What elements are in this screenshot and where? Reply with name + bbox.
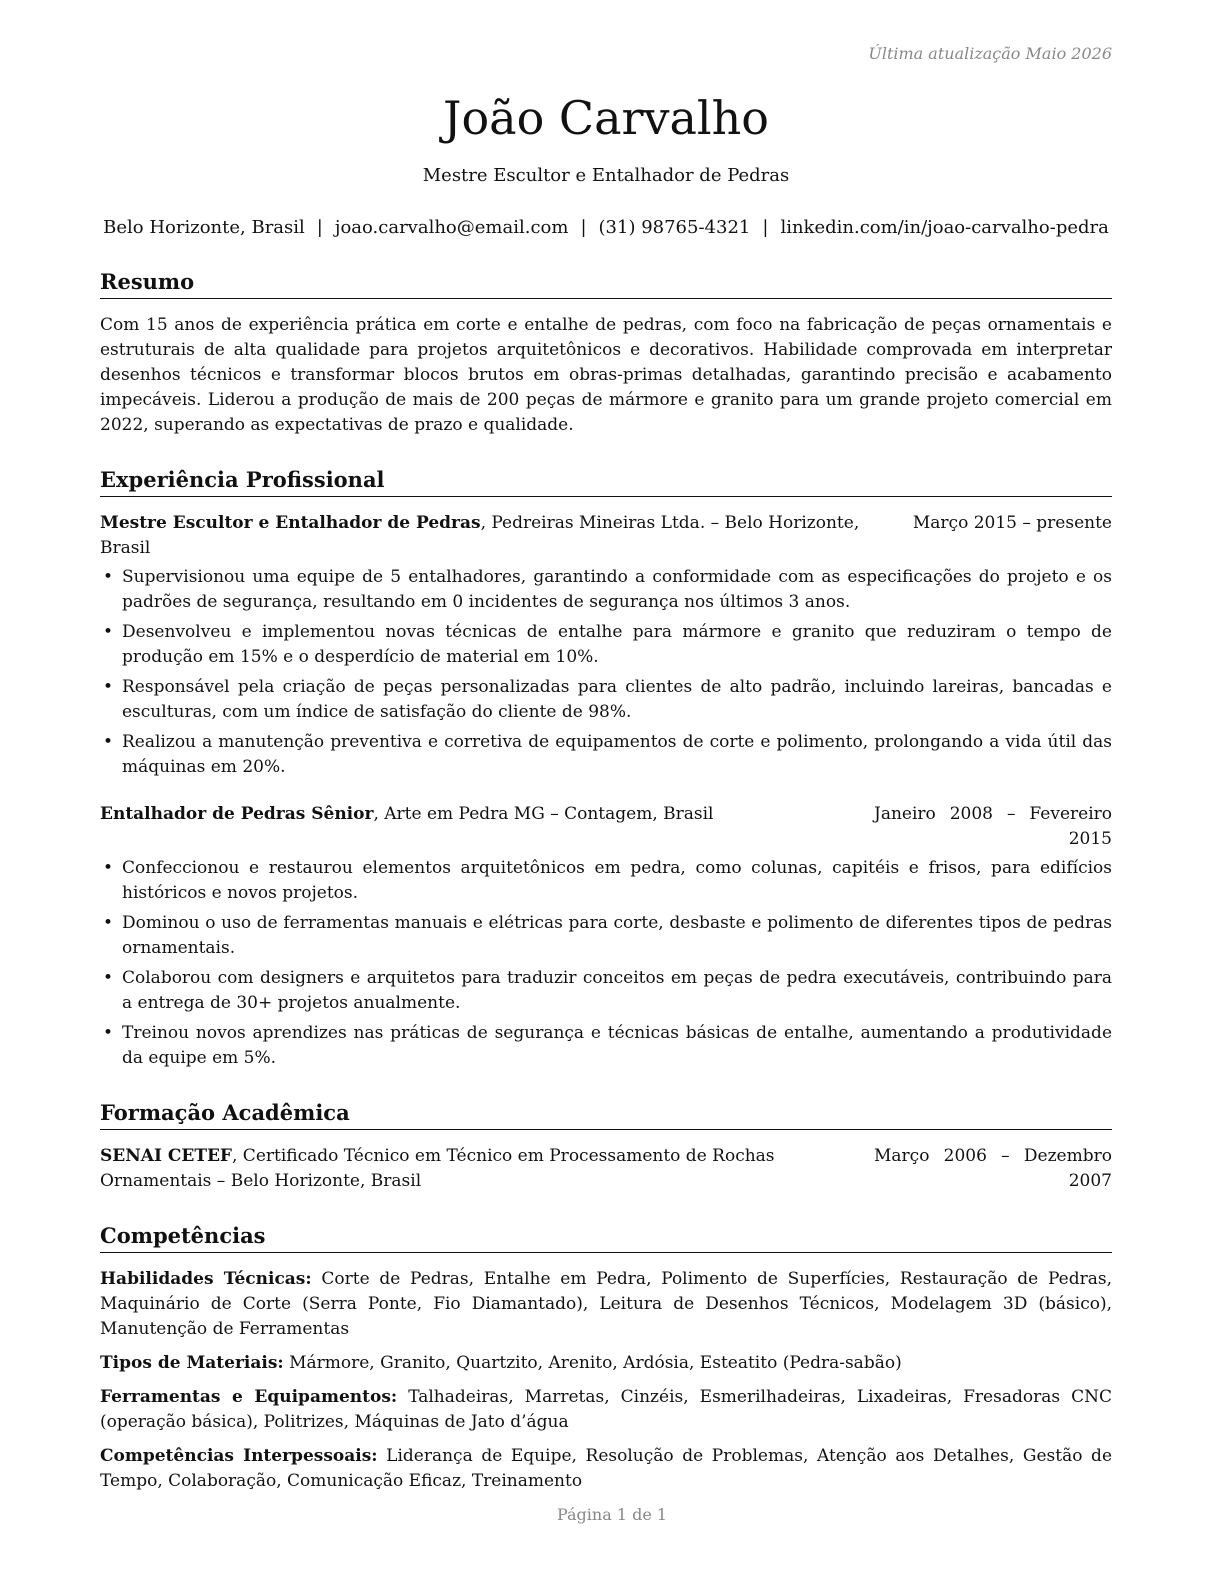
skill-text: Liderança de Equipe, Resolução de Problemas, Atenção aos Detalhes, Gestão de Tempo, Colaboração, Comunicação Eficaz, Treinamento	[100, 1446, 1113, 1491]
job-header	[100, 802, 1112, 852]
list-item: • Responsável pela criação de peças personalizadas para clientes de alto padrão, incluindo lareiras, bancadas e esculturas, com um índice de satisfação do cliente de 98%.	[100, 675, 1112, 725]
contact-separator: |	[762, 217, 769, 238]
contact-linkedin[interactable]: linkedin.com/in/joao-carvalho-pedra	[780, 217, 1109, 238]
job-title-line	[100, 511, 913, 561]
skill-label: Competências Interpessoais:	[100, 1446, 378, 1466]
job-entry	[100, 511, 1112, 780]
education-dates: Março 2006 – Dezembro 2007	[874, 1146, 1112, 1191]
education-entry	[100, 1144, 1112, 1194]
list-item: • Supervisionou uma equipe de 5 entalhadores, garantindo a conformidade com as especificações do projeto e os padrões de segurança, resultando em 0 incidentes de segurança nos últimos 3 anos.	[100, 565, 1112, 615]
education-title-line	[100, 1144, 874, 1194]
summary-text: Com 15 anos de experiência prática em corte e entalhe de pedras, com foco na fabricação de peças ornamentais e estruturais de alta qualidade para projetos arquitetônicos e decorativos. Habilidade comprovada em interpretar desenhos técnicos e transformar blocos brutos em obras-primas detalhadas, garantindo precisão e acabamento impecáveis. Liderou a produção de mais de 200 peças de mármore e granito para um grande projeto comercial em 2022, superando as expectativas de prazo e qualidade.	[100, 315, 1112, 435]
contact-phone: (31) 98765-4321	[598, 217, 751, 238]
skill-group	[100, 1444, 1112, 1494]
list-item: • Confeccionou e restaurou elementos arquitetônicos em pedra, como colunas, capitéis e frisos, para edifícios históricos e novos projetos.	[100, 856, 1112, 906]
contact-email[interactable]: joao.carvalho@email.com	[334, 217, 569, 238]
job-bullets	[100, 856, 1112, 1071]
candidate-name: João Carvalho	[443, 91, 769, 145]
skill-label: Tipos de Materiais:	[100, 1353, 284, 1373]
skill-label: Ferramentas e Equipamentos:	[100, 1387, 398, 1407]
list-item: • Treinou novos aprendizes nas práticas de segurança e técnicas básicas de entalhe, aumentando a produtividade da equipe em 5%.	[100, 1021, 1112, 1071]
skill-text: Talhadeiras, Marretas, Cinzéis, Esmerilhadeiras, Lixadeiras, Fresadoras CNC (operação básica), Politrizes, Máquinas de Jato d’água	[100, 1387, 1113, 1432]
section-heading: Resumo	[100, 268, 1112, 299]
job-bullets	[100, 565, 1112, 780]
education-section	[100, 1099, 1112, 1194]
skill-text: Corte de Pedras, Entalhe em Pedra, Polimento de Superfícies, Restauração de Pedras, Maquinário de Corte (Serra Ponte, Fio Diamantado), Leitura de Desenhos Técnicos, Modelagem 3D (básico), Manutenção de Ferramentas	[100, 1269, 1112, 1339]
contact-line	[100, 216, 1112, 240]
list-item: • Colaborou com designers e arquitetos para traduzir conceitos em peças de pedra executáveis, contribuindo para a entrega de 30+ projetos anualmente.	[100, 966, 1112, 1016]
education-header	[100, 1144, 1112, 1194]
list-item: • Desenvolveu e implementou novas técnicas de entalhe para mármore e granito que reduziram o tempo de produção em 15% e o desperdício de material em 10%.	[100, 620, 1112, 670]
summary-section	[100, 268, 1112, 438]
page-number: Página 1 de 1	[556, 1505, 668, 1524]
contact-location: Belo Horizonte, Brasil	[103, 217, 305, 238]
skill-group	[100, 1351, 1112, 1376]
section-heading: Formação Acadêmica	[100, 1099, 1112, 1130]
section-heading: Competências	[100, 1222, 1112, 1253]
education-details: , Certificado Técnico em Técnico em Processamento de Rochas Ornamentais – Belo Horizonte, Brasil	[100, 1146, 775, 1191]
education-institution: SENAI CETEF	[100, 1146, 232, 1166]
job-company: , Pedreiras Mineiras Ltda. – Belo Horizonte, Brasil	[100, 513, 860, 558]
skills-section	[100, 1222, 1112, 1494]
job-company: , Arte em Pedra MG – Contagem, Brasil	[373, 804, 714, 824]
job-entry	[100, 802, 1112, 1071]
skill-group	[100, 1385, 1112, 1435]
job-title-line	[100, 802, 874, 827]
candidate-title: Mestre Escultor e Entalhador de Pedras	[422, 165, 790, 186]
last-updated: Última atualização Maio 2026	[868, 44, 1112, 63]
contact-separator: |	[580, 217, 587, 238]
list-item: • Realizou a manutenção preventiva e corretiva de equipamentos de corte e polimento, prolongando a vida útil das máquinas em 20%.	[100, 730, 1112, 780]
skill-group	[100, 1267, 1112, 1342]
contact-separator: |	[316, 217, 323, 238]
job-dates: Janeiro 2008 – Fevereiro 2015	[874, 804, 1112, 849]
job-role: Mestre Escultor e Entalhador de Pedras	[100, 513, 481, 533]
section-heading: Experiência Profissional	[100, 466, 1112, 497]
skill-text: Mármore, Granito, Quartzito, Arenito, Ardósia, Esteatito (Pedra-sabão)	[283, 1353, 902, 1373]
experience-section	[100, 466, 1112, 1071]
job-dates: Março 2015 – presente	[912, 513, 1112, 533]
skill-label: Habilidades Técnicas:	[100, 1269, 312, 1289]
job-role: Entalhador de Pedras Sênior	[100, 804, 374, 824]
list-item: • Dominou o uso de ferramentas manuais e elétricas para corte, desbaste e polimento de diferentes tipos de pedras ornamentais.	[100, 911, 1112, 961]
job-header	[100, 511, 1112, 561]
